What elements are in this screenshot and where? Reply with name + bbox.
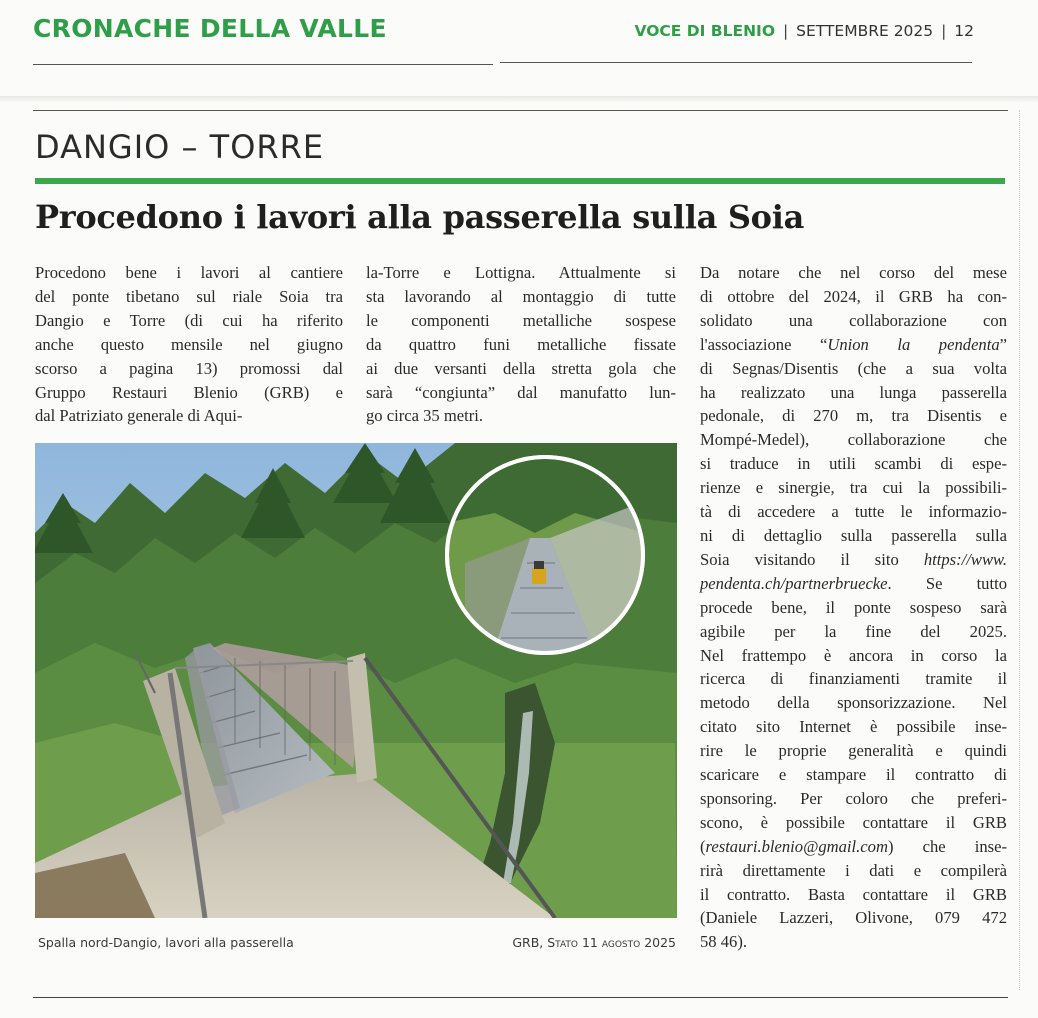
text-line: Soia visitando il sito https://www. bbox=[700, 549, 1007, 569]
text-line: sponsoring. Per coloro che preferi- bbox=[700, 788, 1007, 808]
text-line: citato sito Internet è possibile inse- bbox=[700, 717, 1007, 737]
text-line: sarà “congiunta” dal manufatto lun- bbox=[366, 382, 676, 402]
issue-date: SETTEMBRE 2025 bbox=[796, 22, 934, 40]
text-line: la-Torre e Lottigna. Attualmente si bbox=[366, 263, 676, 282]
section-title: CRONACHE DELLA VALLE bbox=[33, 14, 387, 43]
text-line: del ponte tibetano sul riale Soia tra bbox=[35, 286, 343, 306]
text-line: sta lavorando al montaggio di tutte bbox=[366, 286, 676, 306]
text-line: rienze e sinergie, tra cui la possibili- bbox=[700, 478, 1007, 498]
text-line: dal Patriziato generale di Aqui- bbox=[35, 406, 243, 426]
masthead-info bbox=[635, 22, 974, 40]
masthead-rule-right bbox=[500, 62, 972, 63]
italic-text: pendenta.ch/partnerbruecke bbox=[700, 573, 888, 593]
italic-text: Union la pendenta bbox=[827, 334, 1000, 354]
text-line: l'associazione “Union la pendenta” bbox=[700, 334, 1008, 354]
text-line: pedonale, di 270 m, tra Disentis e bbox=[700, 406, 1007, 426]
text-line: tà di accedere a tutte le informazio- bbox=[700, 502, 1007, 522]
article-top-rule bbox=[33, 110, 1008, 111]
bridge-photo bbox=[35, 443, 677, 918]
publication-name: VOCE DI BLENIO bbox=[634, 22, 775, 40]
text-line: di Segnas/Disentis (che a sua volta bbox=[700, 358, 1007, 378]
scan-edge bbox=[1019, 110, 1020, 990]
text-line: rirà direttamente i dati e compilerà bbox=[700, 860, 1007, 880]
text-line: rire le proprie generalità e quindi bbox=[700, 741, 1007, 761]
article-column-3 bbox=[700, 261, 1007, 954]
text-line: scaricare e stampare il contratto di bbox=[700, 765, 1007, 785]
photo-caption: Spalla nord-Dangio, lavori alla passerella bbox=[38, 935, 294, 950]
text-line: Mompé-Medel), collaborazione che bbox=[700, 430, 1007, 450]
text-line: Gruppo Restauri Blenio (GRB) e bbox=[35, 382, 343, 402]
text-line: Nel frattempo è ancora in corso la bbox=[700, 645, 1007, 665]
separator: | bbox=[941, 22, 947, 40]
text-line: il contratto. Basta contattare il GRB bbox=[700, 884, 1007, 904]
kicker-green-bar bbox=[35, 178, 1005, 184]
italic-text: https://www. bbox=[923, 549, 1007, 569]
text-line: Procedono bene i lavori al cantiere bbox=[35, 263, 343, 282]
text-line: ricerca di finanziamenti tramite il bbox=[700, 669, 1007, 689]
text-line: si traduce in utili scambi di espe- bbox=[700, 454, 1007, 474]
text-line: agibile per la fine del 2025. bbox=[700, 621, 1007, 641]
text-line: anche questo mensile nel giugno bbox=[35, 334, 343, 354]
text-line: procede bene, il ponte sospeso sarà bbox=[700, 597, 1007, 617]
article-kicker: DANGIO – TORRE bbox=[35, 128, 325, 166]
text-line: solidato una collaborazione con bbox=[700, 310, 1007, 330]
text-line: ha realizzato una lunga passerella bbox=[700, 382, 1007, 402]
italic-text: restauri.blenio@gmail.com bbox=[705, 836, 888, 856]
text-line: Dangio e Torre (di cui ha riferito bbox=[35, 310, 343, 330]
text-line: metodo della sponsorizzazione. Nel bbox=[700, 693, 1007, 713]
photo-credit: GRB, Stato 11 agosto 2025 bbox=[512, 935, 676, 950]
page-bottom-rule bbox=[33, 997, 1008, 998]
text-line: (restauri.blenio@gmail.com) che inse- bbox=[700, 836, 1007, 856]
scan-band bbox=[0, 96, 1038, 102]
text-line: da quattro funi metalliche fissate bbox=[366, 334, 676, 354]
page-number: 12 bbox=[954, 22, 974, 40]
text-line: scorso a pagina 13) promossi dal bbox=[35, 358, 343, 378]
text-line: le componenti metalliche sospese bbox=[366, 310, 676, 330]
article-column-2 bbox=[366, 261, 676, 428]
text-line: (Daniele Lazzeri, Olivone, 079 472 bbox=[700, 908, 1007, 928]
text-line: Da notare che nel corso del mese bbox=[700, 263, 1007, 282]
article-headline: Procedono i lavori alla passerella sulla Soia bbox=[35, 198, 805, 236]
article-column-1 bbox=[35, 261, 343, 428]
text-line: pendenta.ch/partnerbruecke. Se tutto bbox=[700, 573, 1007, 593]
masthead-rule-left bbox=[33, 64, 493, 65]
text-line: 58 46). bbox=[700, 932, 748, 952]
text-line: di ottobre del 2024, il GRB ha con- bbox=[700, 286, 1007, 306]
text-line: ai due versanti della stretta gola che bbox=[366, 358, 676, 378]
text-line: ni di dettaglio sulla passerella sulla bbox=[700, 525, 1007, 545]
separator: | bbox=[782, 22, 789, 40]
text-line: scono, è possibile contattare il GRB bbox=[700, 812, 1007, 832]
text-line: go circa 35 metri. bbox=[366, 406, 484, 426]
